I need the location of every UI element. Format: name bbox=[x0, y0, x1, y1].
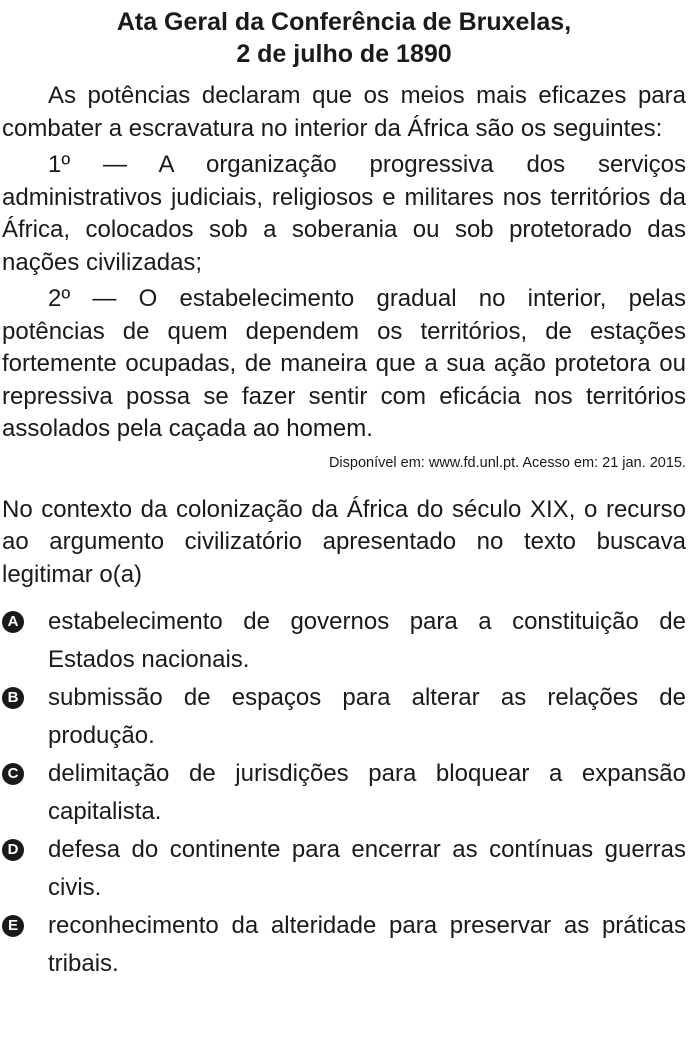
option-c-letter-badge: C bbox=[2, 763, 24, 785]
option-d[interactable] bbox=[2, 831, 686, 907]
option-d-letter-badge: D bbox=[2, 839, 24, 861]
title-line-1: Ata Geral da Conferência de Bruxelas, bbox=[116, 8, 572, 36]
option-c-text: delimitação de jurisdições para bloquear a expansão capitalista. bbox=[48, 760, 686, 825]
title-line-2: 2 de julho de 1890 bbox=[236, 40, 452, 68]
source-citation: Disponível em: www.fd.unl.pt. Acesso em: 21 jan. 2015. bbox=[328, 454, 686, 471]
option-e-letter-badge: E bbox=[2, 915, 24, 937]
document-title bbox=[2, 6, 686, 70]
option-e-text: reconhecimento da alteridade para preservar as práticas tribais. bbox=[48, 912, 686, 977]
question-stem: No contexto da colonização da África do século XIX, o recurso ao argumento civilizatório apresentado no texto buscava legitimar o(a) bbox=[2, 495, 686, 588]
option-b[interactable] bbox=[2, 679, 686, 755]
answer-options bbox=[2, 603, 686, 983]
option-b-text: submissão de espaços para alterar as relações de produção. bbox=[48, 684, 686, 749]
option-d-text: defesa do continente para encerrar as contínuas guerras civis. bbox=[48, 836, 686, 901]
option-a[interactable] bbox=[2, 603, 686, 679]
option-a-text: estabelecimento de governos para a constituição de Estados nacionais. bbox=[48, 608, 686, 673]
text-intro: As potências declaram que os meios mais eficazes para combater a escravatura no interior da África são os seguintes: bbox=[2, 82, 686, 142]
text-item-2: 2º — O estabelecimento gradual no interior, pelas potências de quem dependem os territórios, de estações fortemente ocupadas, de maneira que a sua ação protetora ou repressiva possa se fazer sentir com eficácia nos territórios assolados pela caçada ao homem. bbox=[2, 285, 686, 442]
text-item-1: 1º — A organização progressiva dos serviços administrativos judiciais, religiosos e militares nos territórios da África, colocados sob a soberania ou sob protetorado das nações civilizadas; bbox=[2, 151, 686, 276]
option-e[interactable] bbox=[2, 907, 686, 983]
option-a-letter-badge: A bbox=[2, 611, 24, 633]
option-c[interactable] bbox=[2, 755, 686, 831]
option-b-letter-badge: B bbox=[2, 687, 24, 709]
